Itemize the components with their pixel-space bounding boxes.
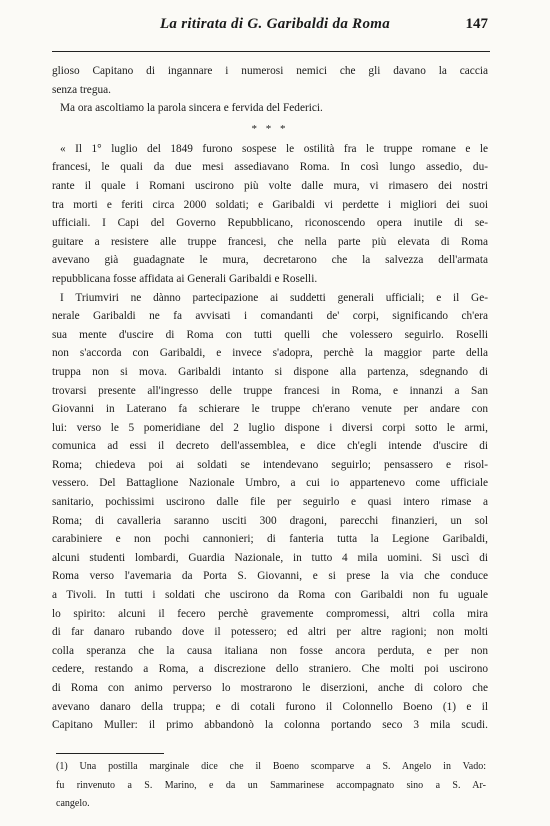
footnote-rule xyxy=(56,753,164,754)
text-line: sua mente d'uscire di Roma con tutti quelli che volessero seguirlo. Roselli xyxy=(52,328,488,341)
footnotes xyxy=(56,759,486,815)
text-line: trovarsi presente all'ingresso delle truppe francesi in Roma, e innanzi a San xyxy=(52,384,488,397)
text-line: vessero. Del Battaglione Nazionale Umbro, a cui io appartenevo come ufficiale xyxy=(52,477,488,490)
text-line: truppa non si mova. Garibaldi intanto si dispone alla partenza, sdegnando di xyxy=(52,365,488,378)
text-line: Roma; di cavalleria saranno usciti 300 dragoni, parecchi finanzieri, un sol xyxy=(52,514,488,527)
text-line: lui: verso le 5 pomeridiane del 2 luglio dispone i diversi corpi sotto le armi, xyxy=(52,421,488,434)
text-line: colla speranza che la causa italiana non fosse ancora perduta, e per non xyxy=(52,644,488,657)
text-line: francesi, le quali da due mesi assediavano Roma. In così lungo assedio, du- xyxy=(52,161,488,174)
text-line: Capitano Muller: il primo abbandonò la colonna portando seco 3 mila scudi. xyxy=(52,719,488,732)
text-line: Ma ora ascoltiamo la parola sincera e fervida del Federici. xyxy=(60,102,323,115)
text-line: « Il 1° luglio del 1849 furono sospese le ostilità fra le truppe romane e le xyxy=(60,142,488,155)
text-line: * * * xyxy=(251,122,289,135)
page-header xyxy=(0,14,550,40)
text-line: avevano già guadagnate le mura, decretarono che la salvezza dell'armata xyxy=(52,254,488,267)
body-text xyxy=(52,62,488,735)
text-line: di far danaro rubando dove il potessero; ed altri per altre ragioni; non molti xyxy=(52,626,488,639)
text-line: lo spirito: alcuni il fecero perchè gravemente compromessi, altri colla mira xyxy=(52,607,488,620)
text-line: di Roma con animo perverso lo mostrarono le diserzioni, anche di coloro che xyxy=(52,682,488,694)
text-line: a Tivoli. In tutti i soldati che uscirono da Roma con Garibaldi non fu uguale xyxy=(52,589,488,602)
text-line: avevano danaro della truppa; e di cotali furono il Colonnello Boeno (1) e il xyxy=(52,700,488,713)
footnote-line: fu rinvenuto a S. Marino, e da un Sammarinese accompagnato sino a S. Ar- xyxy=(56,779,486,791)
footnote-line: (1) Una postilla marginale dice che il Boeno scomparve a S. Angelo in Vado: xyxy=(56,761,486,772)
text-line: tra morti e feriti circa 2000 soldati; e Garibaldi vi perdette i migliori dei suoi xyxy=(52,198,488,211)
text-line: I Triumviri ne dànno partecipazione ai suddetti generali ufficiali; e il Ge- xyxy=(60,291,488,304)
text-line: repubblicana fosse affidata ai Generali Garibaldi e Roselli. xyxy=(52,272,318,285)
text-line: non s'accorda con Garibaldi, e invece s'adopra, perchè la maggior parte della xyxy=(52,347,488,360)
text-line: carabiniere e non pochi cannonieri; di fanteria tutta la Legione Garibaldi, xyxy=(52,533,488,546)
text-line: Roma verso l'avemaria da Porta S. Giovanni, e si prese la via che conduce xyxy=(52,570,488,583)
header-rule xyxy=(52,51,490,52)
text-line: Giovanni in Laterano fa schierare le truppe ch'erano venute per andare con xyxy=(52,403,488,416)
text-line: alcuni studenti lombardi, Guardia Nazionale, in tutto 4 mila uomini. Si uscì di xyxy=(52,551,488,564)
text-line: Roma; chiedeva poi ai soldati se intendevano seguirlo; pensassero e risol- xyxy=(52,458,488,471)
footnote-line: cangelo. xyxy=(56,798,90,810)
text-line: nerale Garibaldi ne fa avvisati i comandanti de' corpi, significando ch'era xyxy=(52,310,488,323)
text-line: guitare a resistere alle truppe francesi, che nella parte più elevata di Roma xyxy=(52,235,488,248)
text-line: rante il quale i Romani uscirono più volte dalle mura, vi rimasero dei nostri xyxy=(52,179,488,192)
text-line: glioso Capitano di ingannare i numerosi nemici che gli davano la caccia xyxy=(52,65,488,77)
text-line: sanitario, pochissimi uscirono dalle file per seguirlo e quasi intero rimase a xyxy=(52,496,488,509)
page-number: 147 xyxy=(465,16,488,32)
text-line: cedere, restando a Roma, a discrezione dello straniero. Che molti poi uscirono xyxy=(52,663,488,676)
text-line: ufficiali. I Capi del Governo Repubblicano, riconoscendo opera inutile di se- xyxy=(52,217,488,230)
running-title: La ritirata di G. Garibaldi da Roma xyxy=(159,16,391,32)
text-line: comunica ad essi il decreto dell'assemblea, e dice ch'egli intende d'uscire di xyxy=(52,440,488,453)
text-line: senza tregua. xyxy=(52,83,111,96)
